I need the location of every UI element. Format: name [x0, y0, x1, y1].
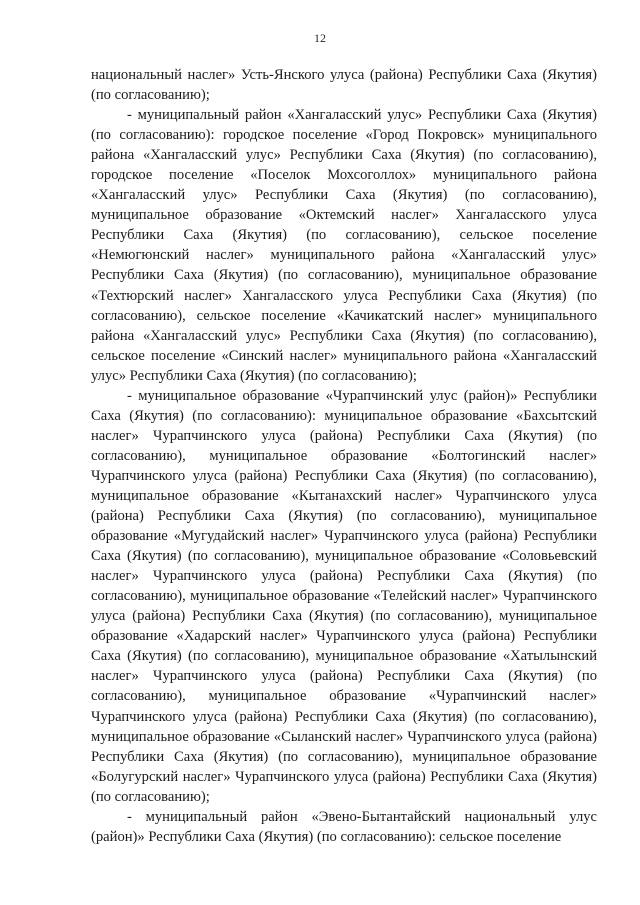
page-number: 12 [314, 31, 326, 45]
paragraph-khangalassky-ulus: - муниципальный район «Хангаласский улус» Республики Саха (Якутия) (по согласованию): городское поселение «Город Покровск» муниципального района «Хангаласский улус» Республики Саха (Якутия) (по согласованию), городское поселение «Поселок Мохсоголлох» муниципального района «Хангаласский улус» Республики Саха (Якутия) (по согласованию), муниципальное образование «Октемский наслег» Хангаласского улуса Республики Саха (Якутия) (по согласованию), сельское поселение «Немюгюнский наслег» муниципального района «Хангаласский улус» Республики Саха (Якутия) (по согласованию), муниципальное образование «Техтюрский наслег» Хангаласского улуса Республики Саха (Якутия) (по согласованию), сельское поселение «Качикатский наслег» муниципального района «Хангаласский улус» Республики Саха (Якутия) (по согласованию), сельское поселение «Синский наслег» муниципального района «Хангаласский улус» Республики Саха (Якутия) (по согласованию); [91, 107, 597, 384]
paragraph-eveno-bytantaysky-ulus: - муниципальный район «Эвено-Бытантайский национальный улус (район)» Республики Саха (Якутия) (по согласованию): сельское поселение [91, 808, 597, 845]
paragraph-churapchinsky-ulus: - муниципальное образование «Чурапчинский улус (район)» Республики Саха (Якутия) (по согласованию): муниципальное образование «Бахсытский наслег» Чурапчинского улуса (района) Республики Саха (Якутия) (по согласованию), муниципальное образование «Болтогинский наслег» Чурапчинского улуса (района) Республики Саха (Якутия) (по согласованию), муниципальное образование «Кытанахский наслег» Чурапчинского улуса (района) Республики Саха (Якутия) (по согласованию), муниципальное образование «Мугудайский наслег» Чурапчинского улуса (района) Республики Саха (Якутия) (по согласованию), муниципальное образование «Соловьевский наслег» Чурапчинского улуса (района) Республики Саха (Якутия) (по согласованию), муниципальное образование «Телейский наслег» Чурапчинского улуса (района) Республики Саха (Якутия) (по согласованию), муниципальное образование «Хадарский наслег» Чурапчинского улуса (района) Республики Саха (Якутия) (по согласованию), муниципальное образование «Хатылынский наслег» Чурапчинского улуса (района) Республики Саха (Якутия) (по согласованию), муниципальное образование «Чурапчинский наслег» Чурапчинского улуса (района) Республики Саха (Якутия) (по согласованию), муниципальное образование «Сыланский наслег» Чурапчинского улуса (района) Республики Саха (Якутия) (по согласованию), муниципальное образование «Болугурский наслег» Чурапчинского улуса (района) Республики Саха (Якутия) (по согласованию); [91, 387, 597, 805]
paragraph-continuation: национальный наслег» Усть-Янского улуса (района) Республики Саха (Якутия) (по согласованию); [91, 67, 597, 104]
document-body [91, 65, 597, 847]
